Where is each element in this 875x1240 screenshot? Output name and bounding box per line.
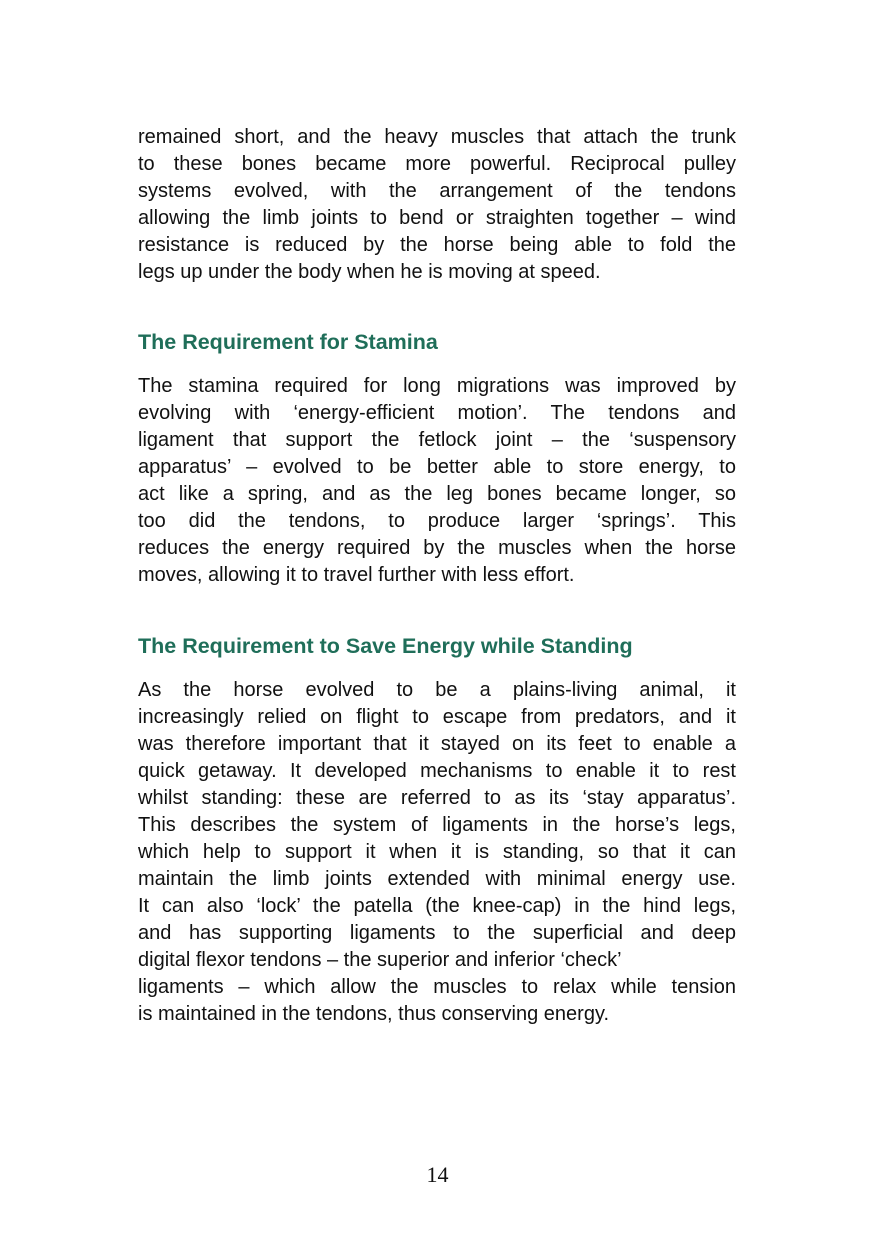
paragraph-stamina bbox=[138, 373, 736, 589]
text-line: apparatus’ – evolved to be better able to store energy, to bbox=[138, 456, 736, 478]
text-line: maintain the limb joints extended with minimal energy use. bbox=[138, 868, 736, 890]
text-line: is maintained in the tendons, thus conserving energy. bbox=[138, 1003, 610, 1025]
text-line: whilst standing: these are referred to as its ‘stay apparatus’. bbox=[138, 787, 736, 809]
page-number: 14 bbox=[426, 1162, 449, 1187]
text-line: allowing the limb joints to bend or straighten together – wind bbox=[138, 207, 736, 229]
paragraph-limb-evolution bbox=[138, 124, 736, 286]
text-line: too did the tendons, to produce larger ‘springs’. This bbox=[138, 510, 736, 532]
text-line: It can also ‘lock’ the patella (the knee-cap) in the hind legs, bbox=[138, 895, 736, 917]
section-heading-save-energy: The Requirement to Save Energy while Standing bbox=[138, 634, 633, 658]
text-line: act like a spring, and as the leg bones became longer, so bbox=[138, 483, 736, 505]
text-line: reduces the energy required by the muscles when the horse bbox=[138, 537, 736, 559]
text-line: As the horse evolved to be a plains-living animal, it bbox=[138, 679, 736, 701]
text-line: The stamina required for long migrations was improved by bbox=[138, 375, 736, 397]
text-line: This describes the system of ligaments in the horse’s legs, bbox=[138, 814, 736, 836]
text-line: was therefore important that it stayed on its feet to enable a bbox=[138, 733, 736, 755]
text-line: moves, allowing it to travel further with less effort. bbox=[138, 564, 575, 586]
text-line: increasingly relied on flight to escape from predators, and it bbox=[138, 706, 736, 728]
text-line: quick getaway. It developed mechanisms to enable it to rest bbox=[138, 760, 736, 782]
text-line: ligament that support the fetlock joint – the ‘suspensory bbox=[138, 429, 736, 451]
text-line: evolving with ‘energy-efficient motion’. The tendons and bbox=[138, 402, 736, 424]
text-line: legs up under the body when he is moving at speed. bbox=[138, 261, 601, 283]
text-line: and has supporting ligaments to the superficial and deep bbox=[138, 922, 736, 944]
text-line: ligaments – which allow the muscles to relax while tension bbox=[138, 976, 736, 998]
text-line: systems evolved, with the arrangement of the tendons bbox=[138, 180, 736, 202]
text-line: digital flexor tendons – the superior and inferior ‘check’ bbox=[138, 949, 622, 971]
text-line: which help to support it when it is standing, so that it can bbox=[138, 841, 736, 863]
section-heading-stamina: The Requirement for Stamina bbox=[138, 330, 438, 354]
text-line: to these bones became more powerful. Reciprocal pulley bbox=[138, 153, 736, 175]
text-line: remained short, and the heavy muscles that attach the trunk bbox=[138, 126, 736, 148]
paragraph-stay-apparatus bbox=[138, 677, 736, 1028]
text-line: resistance is reduced by the horse being able to fold the bbox=[138, 234, 736, 256]
